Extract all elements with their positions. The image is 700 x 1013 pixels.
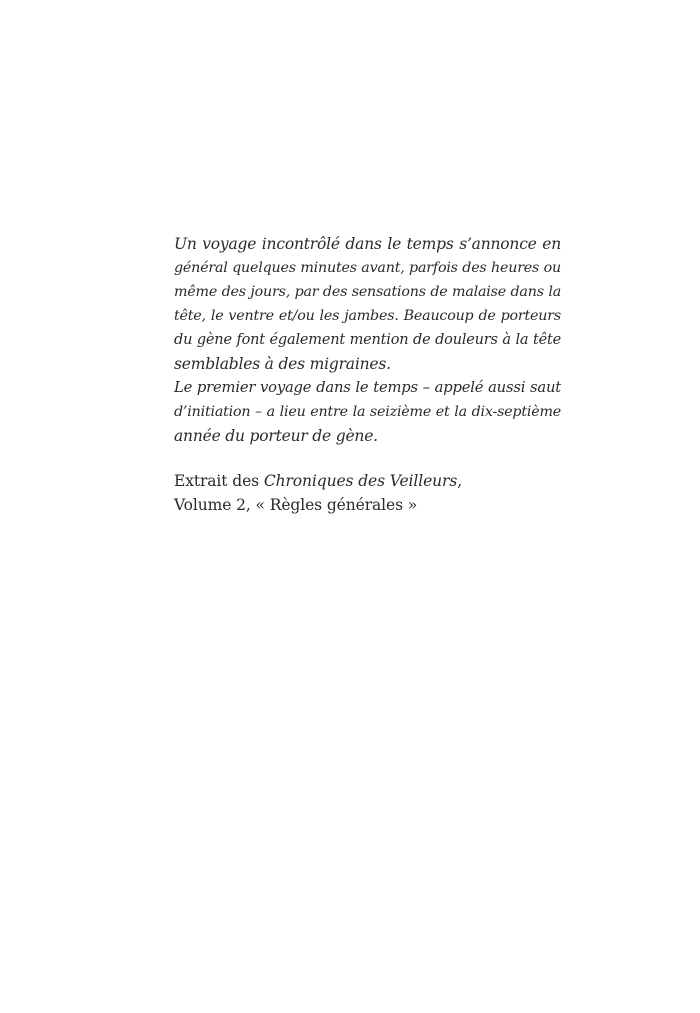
epigraph-line: tête, le ventre et/ou les jambes. Beaucoup de porteurs xyxy=(174,308,561,324)
epigraph-line: du gène font également mention de douleurs à la tête xyxy=(174,332,561,348)
epigraph-line: semblables à des migraines. xyxy=(174,355,391,373)
epigraph-line: Un voyage incontrôlé dans le temps s’annonce en xyxy=(174,235,561,253)
epigraph-line: général quelques minutes avant, parfois des heures ou xyxy=(174,260,561,276)
source-line-2: Volume 2, « Règles générales » xyxy=(174,496,418,514)
source-work-title: Chroniques des Veilleurs xyxy=(263,472,458,490)
epigraph-line: même des jours, par des sensations de malaise dans la xyxy=(174,284,561,300)
epigraph-block xyxy=(174,232,561,517)
epigraph-source xyxy=(174,469,561,517)
source-suffix: , xyxy=(457,472,463,490)
epigraph-line: Le premier voyage dans le temps – appelé aussi saut xyxy=(174,379,561,396)
epigraph-line: année du porteur de gène. xyxy=(174,427,378,445)
source-line-1 xyxy=(174,469,561,493)
source-prefix: Extrait des xyxy=(174,472,264,490)
epigraph-line: d’initiation – a lieu entre la seizième et la dix-septième xyxy=(174,404,561,420)
